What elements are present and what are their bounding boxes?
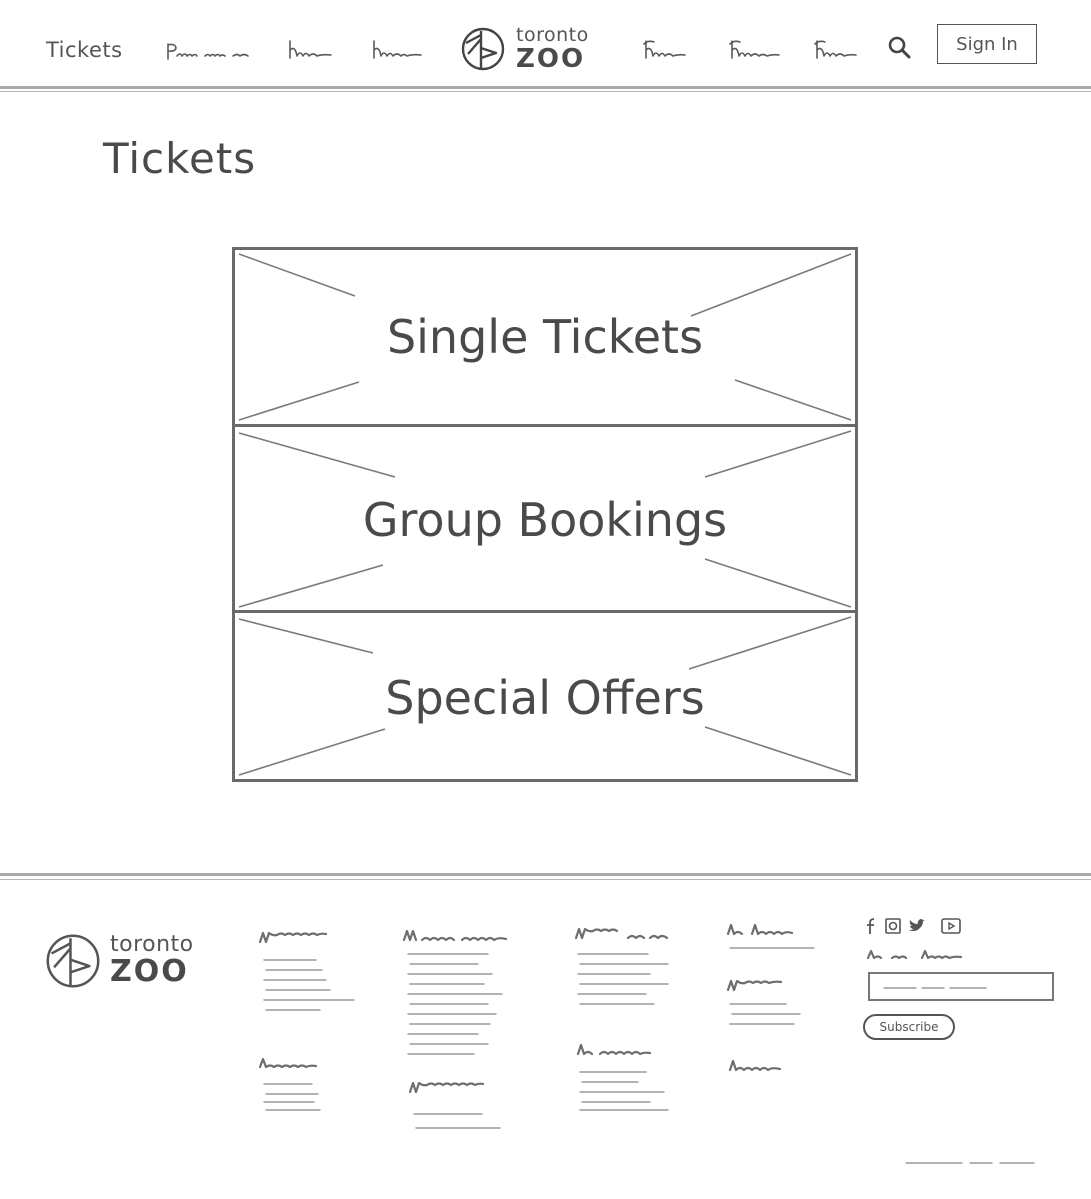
group-bookings-card[interactable]	[232, 424, 858, 614]
logo-text-toronto: toronto	[516, 24, 589, 46]
footer-heading-placeholder	[576, 1042, 660, 1058]
zoo-logo-icon	[44, 932, 102, 990]
nav-link-tickets[interactable]: Tickets	[46, 38, 123, 62]
nav-link-placeholder-4[interactable]	[641, 38, 693, 62]
newsletter-email-input[interactable]	[868, 972, 1054, 1001]
footer-link-list-placeholder[interactable]	[262, 956, 358, 1014]
instagram-icon[interactable]	[884, 917, 902, 935]
footer-heading-placeholder	[408, 1080, 500, 1096]
footer-legal-placeholder[interactable]	[904, 1158, 1038, 1168]
footer-link-list-placeholder[interactable]	[412, 1108, 504, 1134]
footer-heading-placeholder	[258, 1056, 328, 1070]
nav-link-placeholder-1[interactable]	[165, 40, 257, 62]
nav-link-placeholder-2[interactable]	[286, 38, 336, 62]
logo-text-toronto: toronto	[110, 932, 194, 957]
footer-link-list-placeholder[interactable]	[406, 950, 508, 1058]
logo-text-zoo: ZOO	[110, 954, 189, 989]
header-divider-shadow	[0, 91, 1091, 92]
sign-in-button[interactable]: Sign In	[937, 24, 1037, 64]
twitter-icon[interactable]	[908, 917, 926, 935]
search-icon[interactable]	[886, 34, 912, 60]
footer-link-list-placeholder[interactable]	[576, 950, 676, 1006]
footer-heading-placeholder	[574, 926, 670, 942]
card-label-single-tickets: Single Tickets	[386, 310, 704, 364]
footer-link-list-placeholder[interactable]	[262, 1080, 328, 1114]
subscribe-button[interactable]: Subscribe	[863, 1014, 955, 1040]
footer-heading-placeholder	[402, 928, 518, 944]
youtube-icon[interactable]	[940, 917, 962, 935]
card-label-special-offers: Special Offers	[385, 671, 705, 725]
special-offers-card[interactable]	[232, 610, 858, 782]
logo-text-zoo: ZOO	[516, 44, 586, 74]
footer-heading-placeholder	[726, 978, 792, 994]
input-placeholder-text	[882, 984, 992, 992]
footer-logo[interactable]	[44, 930, 204, 990]
site-header	[0, 0, 1091, 90]
facebook-icon[interactable]	[863, 917, 881, 935]
newsletter-label-placeholder	[866, 948, 974, 962]
footer-divider	[0, 873, 1091, 876]
footer-link-list-placeholder[interactable]	[728, 944, 820, 956]
footer-link-list-placeholder[interactable]	[578, 1068, 674, 1112]
nav-link-placeholder-6[interactable]	[812, 38, 864, 62]
footer-heading-placeholder	[728, 1058, 790, 1074]
footer-heading-placeholder	[726, 922, 820, 938]
page-title: Tickets	[103, 134, 257, 183]
footer-divider-shadow	[0, 879, 1091, 880]
footer-link-list-placeholder[interactable]	[728, 1000, 808, 1034]
header-divider	[0, 86, 1091, 89]
single-tickets-card[interactable]	[232, 247, 858, 427]
zoo-logo-icon	[460, 26, 506, 72]
nav-link-placeholder-5[interactable]	[727, 38, 787, 62]
nav-link-placeholder-3[interactable]	[370, 38, 426, 62]
footer-heading-placeholder	[258, 930, 344, 946]
header-logo[interactable]	[458, 22, 608, 76]
card-label-group-bookings: Group Bookings	[362, 493, 728, 547]
